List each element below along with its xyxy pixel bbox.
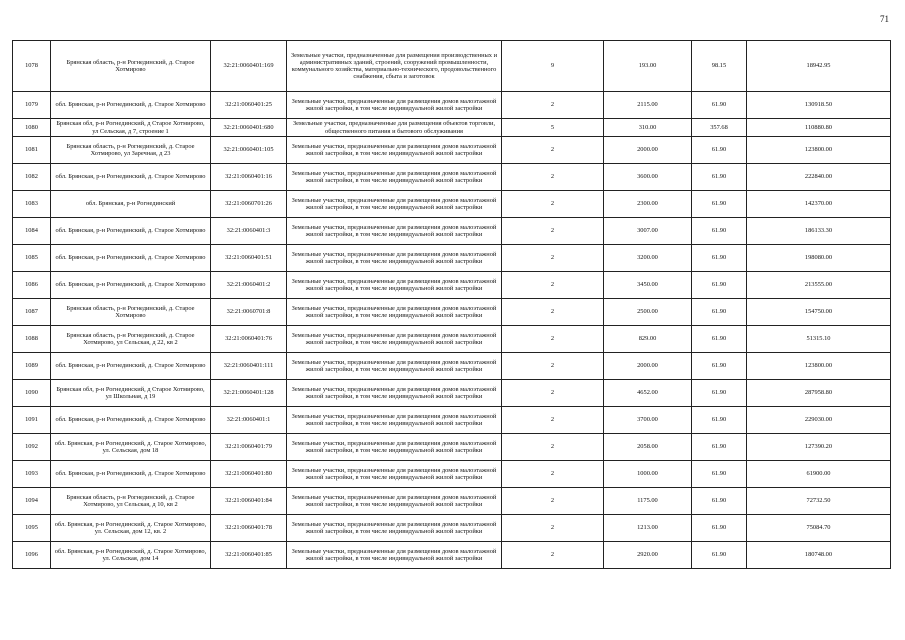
page-number: 71 [880,14,889,24]
address-cell: обл. Брянская, р-н Рогнединский [51,191,211,218]
rate-cell: 61.90 [692,164,747,191]
area-cell: 2500.00 [604,299,692,326]
rate-cell: 61.90 [692,326,747,353]
cadastral-number-cell: 32:21:0060401:3 [211,218,287,245]
use-code-cell: 2 [502,191,604,218]
land-registry-table [12,40,891,569]
table-row [13,434,891,461]
land-use-cell: Земельные участки, предназначенные для размещения производственных и административных зданий, строений, сооружений промышленности, коммунального хозяйства, материально-технического, продовольственного снабжения, сбыта и заготовок [287,41,502,92]
use-code-cell: 5 [502,119,604,137]
use-code-cell: 2 [502,299,604,326]
cadastral-cost-cell: 123800.00 [747,137,891,164]
use-code-cell: 2 [502,542,604,569]
use-code-cell: 2 [502,407,604,434]
table-row [13,191,891,218]
table-row [13,488,891,515]
area-cell: 1175.00 [604,488,692,515]
row-number-cell: 1089 [13,353,51,380]
table-row [13,137,891,164]
land-use-cell: Земельные участки, предназначенные для размещения домов малоэтажной жилой застройки, в том числе индивидуальной жилой застройки [287,137,502,164]
cadastral-number-cell: 32:21:0060401:1 [211,407,287,434]
use-code-cell: 9 [502,41,604,92]
row-number-cell: 1090 [13,380,51,407]
cadastral-number-cell: 32:21:0060401:169 [211,41,287,92]
use-code-cell: 2 [502,488,604,515]
cadastral-cost-cell: 213555.00 [747,272,891,299]
address-cell: Брянская область, р-н Рогнединский, д. Старое Хотмирово, ул Сельская, д 22, кв 2 [51,326,211,353]
land-use-cell: Земельные участки, предназначенные для размещения домов малоэтажной жилой застройки, в том числе индивидуальной жилой застройки [287,515,502,542]
cadastral-cost-cell: 142370.00 [747,191,891,218]
address-cell: обл. Брянская, р-н Рогнединский, д. Старое Хотмирово [51,272,211,299]
row-number-cell: 1085 [13,245,51,272]
cadastral-number-cell: 32:21:0060401:85 [211,542,287,569]
area-cell: 3600.00 [604,164,692,191]
cadastral-number-cell: 32:21:0060401:51 [211,245,287,272]
area-cell: 193.00 [604,41,692,92]
rate-cell: 61.90 [692,461,747,488]
row-number-cell: 1078 [13,41,51,92]
cadastral-cost-cell: 75084.70 [747,515,891,542]
row-number-cell: 1079 [13,92,51,119]
cadastral-number-cell: 32:21:0060401:128 [211,380,287,407]
cadastral-cost-cell: 127390.20 [747,434,891,461]
address-cell: обл. Брянская, р-н Рогнединский, д. Старое Хотмирово [51,218,211,245]
area-cell: 2115.00 [604,92,692,119]
area-cell: 3700.00 [604,407,692,434]
table-row [13,272,891,299]
cadastral-cost-cell: 229030.00 [747,407,891,434]
land-use-cell: Земельные участки, предназначенные для размещения домов малоэтажной жилой застройки, в том числе индивидуальной жилой застройки [287,245,502,272]
cadastral-number-cell: 32:21:0060401:105 [211,137,287,164]
cadastral-number-cell: 32:21:0060401:16 [211,164,287,191]
table-row [13,461,891,488]
table-row [13,164,891,191]
row-number-cell: 1084 [13,218,51,245]
address-cell: обл. Брянская, р-н Рогнединский, д. Старое Хотмирово [51,353,211,380]
table-row [13,119,891,137]
land-use-cell: Земельные участки, предназначенные для размещения объектов торговли, общественного питания и бытового обслуживания [287,119,502,137]
address-cell: обл. Брянская, р-н Рогнединский, д. Старое Хотмирово, ул. Сельская, дом 12, кв. 2 [51,515,211,542]
cadastral-number-cell: 32:21:0060401:25 [211,92,287,119]
rate-cell: 61.90 [692,191,747,218]
cadastral-cost-cell: 51315.10 [747,326,891,353]
rate-cell: 61.90 [692,434,747,461]
use-code-cell: 2 [502,515,604,542]
land-use-cell: Земельные участки, предназначенные для размещения домов малоэтажной жилой застройки, в том числе индивидуальной жилой застройки [287,218,502,245]
cadastral-number-cell: 32:21:0060401:80 [211,461,287,488]
rate-cell: 61.90 [692,218,747,245]
table-row [13,299,891,326]
row-number-cell: 1096 [13,542,51,569]
use-code-cell: 2 [502,272,604,299]
land-use-cell: Земельные участки, предназначенные для размещения домов малоэтажной жилой застройки, в том числе индивидуальной жилой застройки [287,380,502,407]
land-use-cell: Земельные участки, предназначенные для размещения домов малоэтажной жилой застройки, в том числе индивидуальной жилой застройки [287,164,502,191]
row-number-cell: 1091 [13,407,51,434]
table-row [13,542,891,569]
area-cell: 2000.00 [604,353,692,380]
area-cell: 2000.00 [604,137,692,164]
rate-cell: 61.90 [692,407,747,434]
address-cell: обл. Брянская, р-н Рогнединский, д. Старое Хотмирово [51,461,211,488]
land-use-cell: Земельные участки, предназначенные для размещения домов малоэтажной жилой застройки, в том числе индивидуальной жилой застройки [287,542,502,569]
table-row [13,92,891,119]
rate-cell: 98.15 [692,41,747,92]
land-use-cell: Земельные участки, предназначенные для размещения домов малоэтажной жилой застройки, в том числе индивидуальной жилой застройки [287,488,502,515]
use-code-cell: 2 [502,164,604,191]
cadastral-number-cell: 32:21:0060401:78 [211,515,287,542]
address-cell: Брянская область, р-н Рогнединский, д. Старое Хотмирово, ул Сельская, д 10, кв 2 [51,488,211,515]
cadastral-cost-cell: 72732.50 [747,488,891,515]
table-row [13,41,891,92]
cadastral-number-cell: 32:21:0060401:680 [211,119,287,137]
table-row [13,326,891,353]
use-code-cell: 2 [502,461,604,488]
row-number-cell: 1082 [13,164,51,191]
table-row [13,515,891,542]
cadastral-cost-cell: 61900.00 [747,461,891,488]
table-row [13,380,891,407]
area-cell: 3007.00 [604,218,692,245]
row-number-cell: 1083 [13,191,51,218]
address-cell: Брянская область, р-н Рогнединский, д. Старое Хотмирово [51,299,211,326]
address-cell: Брянская область, р-н Рогнединский, д. Старое Хотмирово [51,41,211,92]
table-row [13,353,891,380]
land-use-cell: Земельные участки, предназначенные для размещения домов малоэтажной жилой застройки, в том числе индивидуальной жилой застройки [287,353,502,380]
rate-cell: 61.90 [692,488,747,515]
cadastral-cost-cell: 287958.80 [747,380,891,407]
rate-cell: 61.90 [692,542,747,569]
address-cell: обл. Брянская, р-н Рогнединский, д. Старое Хотмирово, ул. Сельская, дом 14 [51,542,211,569]
cadastral-number-cell: 32:21:0060401:111 [211,353,287,380]
use-code-cell: 2 [502,218,604,245]
address-cell: обл. Брянская, р-н Рогнединский, д. Старое Хотмирово [51,245,211,272]
cadastral-number-cell: 32:21:0060401:79 [211,434,287,461]
use-code-cell: 2 [502,434,604,461]
area-cell: 4652.00 [604,380,692,407]
cadastral-cost-cell: 198080.00 [747,245,891,272]
cadastral-number-cell: 32:21:0060701:8 [211,299,287,326]
land-use-cell: Земельные участки, предназначенные для размещения домов малоэтажной жилой застройки, в том числе индивидуальной жилой застройки [287,299,502,326]
cadastral-cost-cell: 222840.00 [747,164,891,191]
land-use-cell: Земельные участки, предназначенные для размещения домов малоэтажной жилой застройки, в том числе индивидуальной жилой застройки [287,407,502,434]
use-code-cell: 2 [502,353,604,380]
land-use-cell: Земельные участки, предназначенные для размещения домов малоэтажной жилой застройки, в том числе индивидуальной жилой застройки [287,326,502,353]
address-cell: обл. Брянская, р-н Рогнединский, д. Старое Хотмирово [51,92,211,119]
cadastral-cost-cell: 154750.00 [747,299,891,326]
land-use-cell: Земельные участки, предназначенные для размещения домов малоэтажной жилой застройки, в том числе индивидуальной жилой застройки [287,434,502,461]
cadastral-cost-cell: 110880.80 [747,119,891,137]
row-number-cell: 1093 [13,461,51,488]
address-cell: Брянская область, р-н Рогнединский, д. Старое Хотмирово, ул Заречная, д 23 [51,137,211,164]
rate-cell: 61.90 [692,92,747,119]
cadastral-cost-cell: 130918.50 [747,92,891,119]
row-number-cell: 1095 [13,515,51,542]
cadastral-number-cell: 32:21:0060401:2 [211,272,287,299]
use-code-cell: 2 [502,245,604,272]
row-number-cell: 1087 [13,299,51,326]
cadastral-cost-cell: 186133.30 [747,218,891,245]
land-use-cell: Земельные участки, предназначенные для размещения домов малоэтажной жилой застройки, в том числе индивидуальной жилой застройки [287,92,502,119]
cadastral-cost-cell: 18942.95 [747,41,891,92]
area-cell: 2920.00 [604,542,692,569]
address-cell: обл. Брянская, р-н Рогнединский, д. Старое Хотмирово [51,407,211,434]
area-cell: 2058.00 [604,434,692,461]
rate-cell: 61.90 [692,272,747,299]
row-number-cell: 1092 [13,434,51,461]
land-use-cell: Земельные участки, предназначенные для размещения домов малоэтажной жилой застройки, в том числе индивидуальной жилой застройки [287,191,502,218]
rate-cell: 61.90 [692,245,747,272]
table-body [13,41,891,569]
cadastral-cost-cell: 180748.00 [747,542,891,569]
use-code-cell: 2 [502,137,604,164]
area-cell: 3450.00 [604,272,692,299]
table-row [13,218,891,245]
row-number-cell: 1081 [13,137,51,164]
row-number-cell: 1088 [13,326,51,353]
address-cell: обл. Брянская, р-н Рогнединский, д. Старое Хотмирово, ул. Сельская, дом 18 [51,434,211,461]
area-cell: 3200.00 [604,245,692,272]
area-cell: 829.00 [604,326,692,353]
rate-cell: 61.90 [692,299,747,326]
use-code-cell: 2 [502,92,604,119]
address-cell: Брянская обл, р-н Рогнединский, д Старое Хотмирово, ул Сельская, д 7, строение 1 [51,119,211,137]
rate-cell: 61.90 [692,515,747,542]
address-cell: Брянская обл, р-н Рогнединский, д Старое Хотмирово, ул Школьная, д 19 [51,380,211,407]
land-use-cell: Земельные участки, предназначенные для размещения домов малоэтажной жилой застройки, в том числе индивидуальной жилой застройки [287,461,502,488]
row-number-cell: 1086 [13,272,51,299]
row-number-cell: 1094 [13,488,51,515]
table-row [13,245,891,272]
cadastral-cost-cell: 123800.00 [747,353,891,380]
row-number-cell: 1080 [13,119,51,137]
area-cell: 1000.00 [604,461,692,488]
area-cell: 1213.00 [604,515,692,542]
address-cell: обл. Брянская, р-н Рогнединский, д. Старое Хотмирово [51,164,211,191]
land-use-cell: Земельные участки, предназначенные для размещения домов малоэтажной жилой застройки, в том числе индивидуальной жилой застройки [287,272,502,299]
rate-cell: 357.68 [692,119,747,137]
table-row [13,407,891,434]
rate-cell: 61.90 [692,353,747,380]
cadastral-number-cell: 32:21:0060401:84 [211,488,287,515]
rate-cell: 61.90 [692,380,747,407]
area-cell: 310.00 [604,119,692,137]
use-code-cell: 2 [502,326,604,353]
area-cell: 2300.00 [604,191,692,218]
cadastral-number-cell: 32:21:0060401:76 [211,326,287,353]
use-code-cell: 2 [502,380,604,407]
cadastral-number-cell: 32:21:0060701:26 [211,191,287,218]
rate-cell: 61.90 [692,137,747,164]
